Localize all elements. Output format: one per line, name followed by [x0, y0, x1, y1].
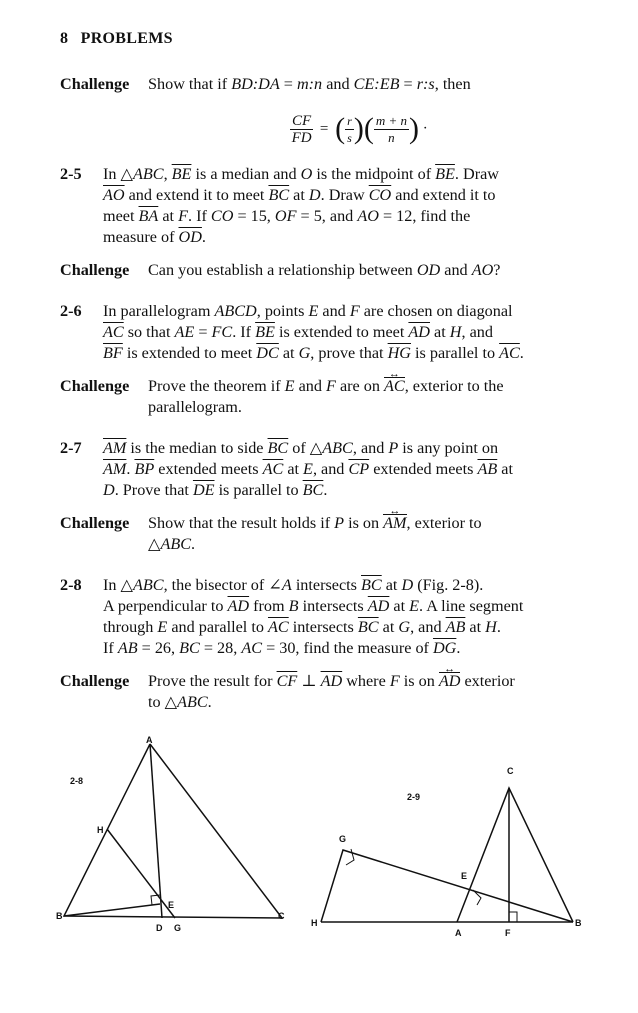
challenge-label: Challenge — [60, 514, 130, 532]
figure-2-9 — [305, 760, 595, 940]
problem-text: In △ABC, the bisector of ∠A intersects $\overline{BC}$ at D (Fig. 2-8). A perpendicular to $\overline{AD}$ from B intersects $\overline{AD}$ at E. A line segment through E and parallel to $\overline{AC}$ intersects $\overline{BC}$ at G, and $\overline{AB}$ at H. If AB = 26, BC = 28, AC = 30, find the measure of $\overline{DG}$. — [103, 576, 524, 657]
fig29-label-b: B — [575, 918, 582, 928]
challenge-label: Challenge — [60, 377, 130, 395]
challenge-text: Prove the result for $\overline{CF}$ ⊥ $\overline{AD}$ where F is on AD ↔ exterior to △ABC. — [148, 671, 585, 713]
segment-hg — [107, 829, 175, 918]
fig29-label-c: C — [507, 766, 514, 776]
fig28-label-g: G — [174, 923, 182, 933]
problem-2-7 — [60, 438, 585, 501]
challenge-label: Challenge — [60, 75, 130, 93]
challenge-text: Show that if BD:DA = m:n and CE:EB = r:s, then — [148, 75, 471, 93]
figure-2-8 — [50, 730, 300, 940]
fig28-label-h: H — [97, 825, 104, 835]
problem-number: 2-7 — [60, 439, 82, 457]
triangle-hgb — [321, 850, 573, 922]
challenge-label: Challenge — [60, 672, 130, 690]
problem-text: In △ABC, $\overline{BE}$ is a median and O is the midpoint of $\overline{BE}$. Draw $\overline{AO}$ and extend it to meet $\overline{BC}$ at D. Draw $\overline{CO}$ and extend it to meet $\overline{BA}$ at F. If CO = 15, OF = 5, and AO = 12, find the measure of $\overline{OD}$. — [103, 165, 499, 246]
fig29-label-id: 2-9 — [407, 792, 421, 802]
problem-text: In parallelogram ABCD, points E and F are chosen on diagonal $\overline{AC}$ so that AE = FC. If $\overline{BE}$ is extended to meet $\overline{AD}$ at H, and $\overline{BF}$ is extended to meet $\overline{DC}$ at G, prove that $\overline{HG}$ is parallel to $\overline{AC}$. — [103, 302, 524, 362]
fig28-label-id: 2-8 — [70, 776, 84, 786]
fig28-label-e: E — [168, 900, 175, 910]
problem-text: $\overline{AM}$ is the median to side $\overline{BC}$ of △ABC, and P is any point on $\overline{AM}$. $\overline{BP}$ extended meets $\overline{AC}$ at E, and $\overline{CP}$ extended meets $\overline{AB}$ at D. Prove that $\overline{DE}$ is parallel to $\overline{BC}$. — [103, 439, 513, 499]
fig28-label-b: B — [56, 911, 63, 921]
fig29-label-g: G — [339, 834, 347, 844]
fig29-label-e: E — [461, 871, 468, 881]
challenge-5 — [60, 671, 585, 713]
triangle-acb — [457, 788, 573, 922]
fig29-label-f: F — [505, 928, 511, 938]
problem-2-8 — [60, 575, 585, 659]
problem-number: 2-6 — [60, 302, 82, 320]
problem-2-5 — [60, 164, 585, 248]
challenge-3 — [60, 376, 585, 418]
challenge-4 — [60, 513, 585, 555]
challenge-1 — [60, 74, 585, 95]
fig28-label-c: C — [278, 911, 285, 921]
page-header — [60, 30, 173, 48]
problem-number: 2-5 — [60, 165, 82, 183]
page-number: 8 — [60, 30, 69, 47]
challenge-label: Challenge — [60, 261, 130, 279]
fig29-label-h: H — [311, 918, 318, 928]
fig29-label-a: A — [455, 928, 462, 938]
problem-2-6 — [60, 301, 585, 364]
perpendicular-be — [64, 904, 160, 916]
challenge-2 — [60, 260, 585, 281]
section-title: PROBLEMS — [80, 30, 173, 47]
fig28-label-a: A — [146, 735, 153, 745]
fig28-label-d: D — [156, 923, 163, 933]
challenge-text: Show that the result holds if P is on AM ↔, exterior to △ABC. — [148, 513, 585, 555]
ratio-formula: $\frac{CF}{FD}$ = ( $\frac{r}{s}$ )( $\frac{m + n}{n}$ ) · — [291, 112, 428, 146]
problem-number: 2-8 — [60, 576, 82, 594]
challenge-text: Can you establish a relationship between OD and AO? — [148, 261, 501, 279]
challenge-text: Prove the theorem if E and F are on AC ↔, exterior to the parallelogram. — [148, 376, 585, 418]
right-angle-f — [509, 912, 517, 922]
